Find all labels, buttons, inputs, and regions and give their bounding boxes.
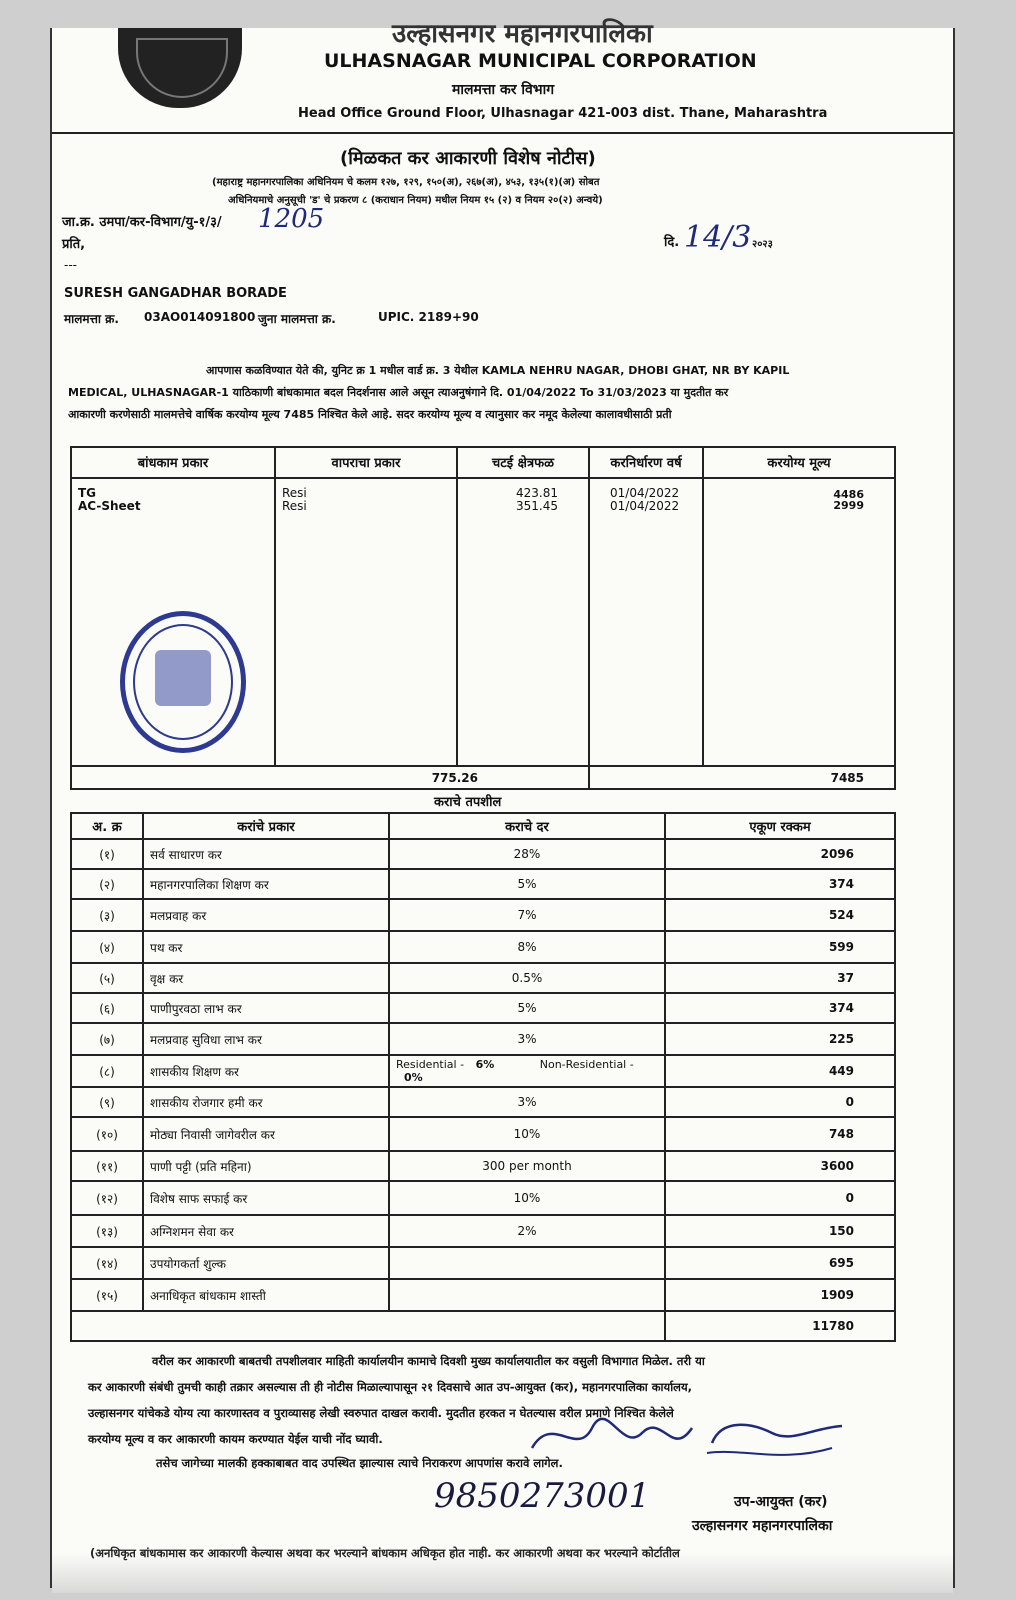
taxable-values bbox=[703, 478, 895, 767]
signatory-title: उप-आयुक्त (कर) bbox=[734, 1494, 828, 1510]
table-row: (४) पथ कर 8% 599 bbox=[71, 931, 895, 963]
reference-number: 1205 bbox=[258, 204, 325, 234]
header-title: ULHASNAGAR MUNICIPAL CORPORATION bbox=[324, 50, 757, 72]
notice-subtitle-1: (महाराष्ट्र महानगरपालिका अधिनियम चे कलम १२७, १२९, १५०(अ), २६७(अ), ४५३, १३५(१)(अ) सोबत bbox=[212, 177, 600, 188]
table-row: 01/04/2022 bbox=[610, 498, 680, 513]
tax-total: 11780 bbox=[665, 1311, 895, 1341]
table-row: (३) मलप्रवाह कर 7% 524 bbox=[71, 899, 895, 931]
table-row: 01/04/2022 bbox=[610, 485, 680, 500]
table-row: (१५) अनाधिकृत बांधकाम शास्ती 1909 bbox=[71, 1279, 895, 1311]
table-row: (५) वृक्ष कर 0.5% 37 bbox=[71, 963, 895, 993]
intro-line-3: आकारणी करणेसाठी मालमत्तेचे वार्षिक करयोग्य मूल्य 7485 निश्चित केले आहे. सदर करयोग्य मूल्य व त्यानुसार कर नमूद केलेल्या कालावधीसाठी प्रती bbox=[68, 408, 672, 421]
to-dashes: --- bbox=[64, 258, 77, 272]
date-label: दि. bbox=[664, 235, 680, 250]
intro-line-1: आपणास कळविण्यात येते की, युनिट क्र 1 मधील वार्ड क्र. 3 येथील KAMLA NEHRU NAGAR, DHOBI GHAT, NR BY KAPIL bbox=[206, 364, 790, 377]
assessment-years bbox=[589, 478, 703, 767]
officer-signature bbox=[522, 1408, 852, 1468]
upic-number: UPIC. 2189+90 bbox=[378, 310, 479, 324]
table-row: (७) मलप्रवाह सुविधा लाभ कर 3% 225 bbox=[71, 1023, 895, 1055]
header-divider bbox=[52, 132, 953, 134]
signatory-org: उल्हासनगर महानगरपालिका bbox=[692, 1518, 833, 1534]
table-row: (६) पाणीपुरवठा लाभ कर 5% 374 bbox=[71, 993, 895, 1023]
header-department: मालमत्ता कर विभाग bbox=[452, 82, 555, 98]
col-taxable-value: करयोग्य मूल्य bbox=[703, 447, 895, 478]
footer-para-line-2: कर आकारणी संबंधी तुमची काही तक्रार असल्यास ती ही नोटीस मिळाल्यापासून २१ दिवसाचे आत उप-आयुक्त (कर), महानगरपालिका कार्यालय, bbox=[88, 1380, 693, 1394]
property-label: मालमत्ता क्र. bbox=[64, 312, 119, 326]
footer-para-line-4: करयोग्य मूल्य व कर आकारणी कायम करण्यात येईल याची नोंद घ्यावी. bbox=[88, 1432, 383, 1446]
col-assessment-year: करनिर्धारण वर्ष bbox=[589, 447, 703, 478]
col-construction-type: बांधकाम प्रकार bbox=[71, 447, 275, 478]
header-marathi-title: उल्हासनगर महानगरपालिका bbox=[392, 19, 653, 49]
notice-document bbox=[50, 19, 955, 1588]
table-row: Resi bbox=[282, 498, 307, 513]
col-serial: अ. क्र bbox=[71, 813, 143, 839]
table-row: 4486 bbox=[833, 487, 864, 501]
table-row: (९) शासकीय रोजगार हमी कर 3% 0 bbox=[71, 1087, 895, 1117]
education-tax-rate: Residential - 6% Non-Residential - 0% bbox=[389, 1055, 665, 1087]
table-row: (११) पाणी पट्टी (प्रति महिना) 300 per month 3600 bbox=[71, 1151, 895, 1181]
col-tax-type: करांचे प्रकार bbox=[143, 813, 389, 839]
owner-name: SURESH GANGADHAR BORADE bbox=[64, 286, 287, 301]
date-year: २०२३ bbox=[752, 239, 773, 250]
footer-para-line-1: वरील कर आकारणी बाबतची तपशीलवार माहिती कार्यालयीन कामाचे दिवशी मुख्य कार्यालयातील कर वसुली विभागात मिळेल. तरी या bbox=[152, 1354, 705, 1368]
official-seal-stamp bbox=[120, 611, 246, 753]
old-property-label: जुना मालमत्ता क्र. bbox=[258, 312, 336, 326]
col-total-amount: एकूण रक्कम bbox=[665, 813, 895, 839]
table-row: AC-Sheet bbox=[78, 498, 141, 513]
notice-title: (मिळकत कर आकारणी विशेष नोटीस) bbox=[340, 148, 596, 169]
table-row: 423.81 bbox=[516, 485, 558, 500]
table-row: TG bbox=[78, 485, 97, 500]
col-carpet-area: चटई क्षेत्रफळ bbox=[457, 447, 589, 478]
col-usage-type: वापराचा प्रकार bbox=[275, 447, 457, 478]
footer-bottom-line: (अनधिकृत बांधकामास कर आकारणी केल्यास अथवा कर भरल्याने बांधकाम अधिकृत होत नाही. कर आकारणी अथवा कर भरल्याने कोर्टातील bbox=[90, 1546, 680, 1560]
usage-types bbox=[275, 478, 457, 767]
carpet-areas bbox=[457, 478, 589, 767]
table-row: 2999 bbox=[833, 498, 864, 512]
footer-para-line-3: उल्हासनगर यांचेकडे योग्य त्या कारणास्तव व पुराव्यासह लेखी स्वरुपात दाखल करावी. मुदतीत हरकत न घेतल्यास वरील प्रमाणे निश्चित केलेले bbox=[88, 1406, 674, 1420]
to-label: प्रति, bbox=[62, 237, 86, 252]
table-row: Resi bbox=[282, 485, 307, 500]
tax-details-table bbox=[70, 812, 896, 1342]
reference-label: जा.क्र. उमपा/कर-विभाग/यु-१/३/ bbox=[62, 215, 222, 230]
date-value: 14/3 bbox=[684, 220, 752, 255]
table-row: (२) महानगरपालिका शिक्षण कर 5% 374 bbox=[71, 869, 895, 899]
total-taxable-value: 7485 bbox=[589, 766, 895, 789]
property-number: 03AO014091800 bbox=[144, 310, 256, 324]
total-area: 775.26 bbox=[71, 766, 589, 789]
corporation-emblem bbox=[118, 28, 242, 108]
tax-table-caption: कराचे तपशील bbox=[434, 795, 502, 810]
notice-subtitle-2: अधिनियमाचे अनुसूची 'ड' चे प्रकरण ८ (कराधान नियम) मधील नियम १५ (२) व नियम २०(२) अन्वये) bbox=[228, 195, 603, 206]
table-row: (१२) विशेष साफ सफाई कर 10% 0 bbox=[71, 1181, 895, 1215]
table-row: (१३) अग्निशमन सेवा कर 2% 150 bbox=[71, 1215, 895, 1247]
handwritten-phone-number: 9850273001 bbox=[434, 1476, 651, 1516]
table-row: (१) सर्व साधारण कर 28% 2096 bbox=[71, 839, 895, 869]
col-tax-rate: कराचे दर bbox=[389, 813, 665, 839]
tax-total-row bbox=[71, 1311, 895, 1341]
table-row: (१०) मोठ्या निवासी जागेवरील कर 10% 748 bbox=[71, 1117, 895, 1151]
table-row: (८) शासकीय शिक्षण कर Residential - 6% Non-Residential - 0% 449 bbox=[71, 1055, 895, 1087]
table-row: 351.45 bbox=[516, 498, 558, 513]
header-address: Head Office Ground Floor, Ulhasnagar 421-003 dist. Thane, Maharashtra bbox=[298, 106, 828, 121]
table-row: (१४) उपयोगकर्ता शुल्क 695 bbox=[71, 1247, 895, 1279]
intro-line-2: MEDICAL, ULHASNAGAR-1 याठिकाणी बांधकामात बदल निदर्शनास आले असून त्याअनुषंगाने दि. 01/04/2022 To 31/03/2023 या मुदतीत कर bbox=[68, 386, 729, 399]
footer-para-2: तसेच जागेच्या मालकी हक्काबाबत वाद उपस्थित झाल्यास त्याचे निराकरण आपणांस करावे लागेल. bbox=[156, 1456, 563, 1470]
